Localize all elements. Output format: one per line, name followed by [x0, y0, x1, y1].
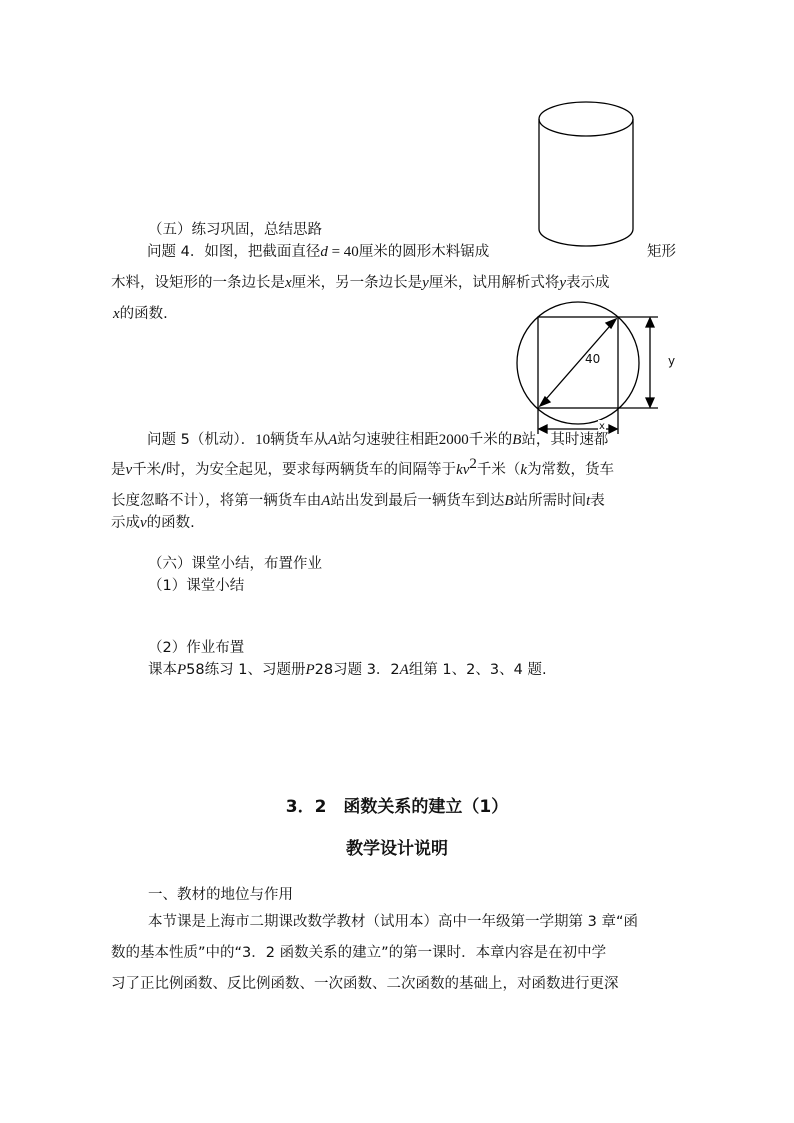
body-heading: 一、教材的地位与作用: [148, 887, 293, 903]
problem5-line1: 问题 5（机动）．10辆货车从A站匀速驶往相距2000千米的B站，其时速都: [147, 432, 609, 448]
homework-detail: 课本P58练习 1、习题册P28习题 3．2A组第 1、2、3、4 题.: [148, 662, 547, 678]
section-subtitle: 教学设计说明: [346, 839, 448, 859]
section-title: 3．2 函数关系的建立（1）: [285, 797, 509, 817]
section5-heading: （五）练习巩固，总结思路: [148, 222, 322, 238]
diameter-label: 40: [585, 352, 601, 366]
homework-item: （2）作业布置: [148, 640, 245, 656]
problem5-line2: 是v千米/时，为安全起见，要求每两辆货车的间隔等于$kv^2$千米（k为常数，货车: [111, 456, 615, 478]
body-line2: 数的基本性质”中的“3．2 函数关系的建立”的第一课时．本章内容是在初中学: [111, 945, 607, 961]
problem4-line2: 木料，设矩形的一条边长是x厘米，另一条边长是y厘米，试用解析式将y表示成: [111, 275, 610, 291]
body-line1: 本节课是上海市二期课改数学教材（试用本）高中一年级第一学期第 3 章“函: [148, 914, 638, 930]
problem5-line4: 示成v的函数.: [111, 515, 195, 531]
side-y-label: y: [668, 354, 676, 368]
section6-heading: （六）课堂小结，布置作业: [148, 556, 322, 572]
summary-item: （1）课堂小结: [148, 578, 245, 594]
body-line3: 习了正比例函数、反比例函数、一次函数、二次函数的基础上，对函数进行更深: [111, 976, 619, 992]
problem4-line1-end: 矩形: [647, 244, 676, 260]
problem4-line3: x的函数.: [113, 306, 168, 322]
side-x-label: x: [599, 421, 605, 432]
problem5-line3: 长度忽略不计），将第一辆货车由A站出发到最后一辆货车到达B站所需时间t表: [111, 493, 605, 509]
problem4-line1: 问题 4．如图，把截面直径d = 40厘米的圆形木料锯成: [147, 244, 490, 260]
cylinder-figure: [539, 102, 633, 246]
